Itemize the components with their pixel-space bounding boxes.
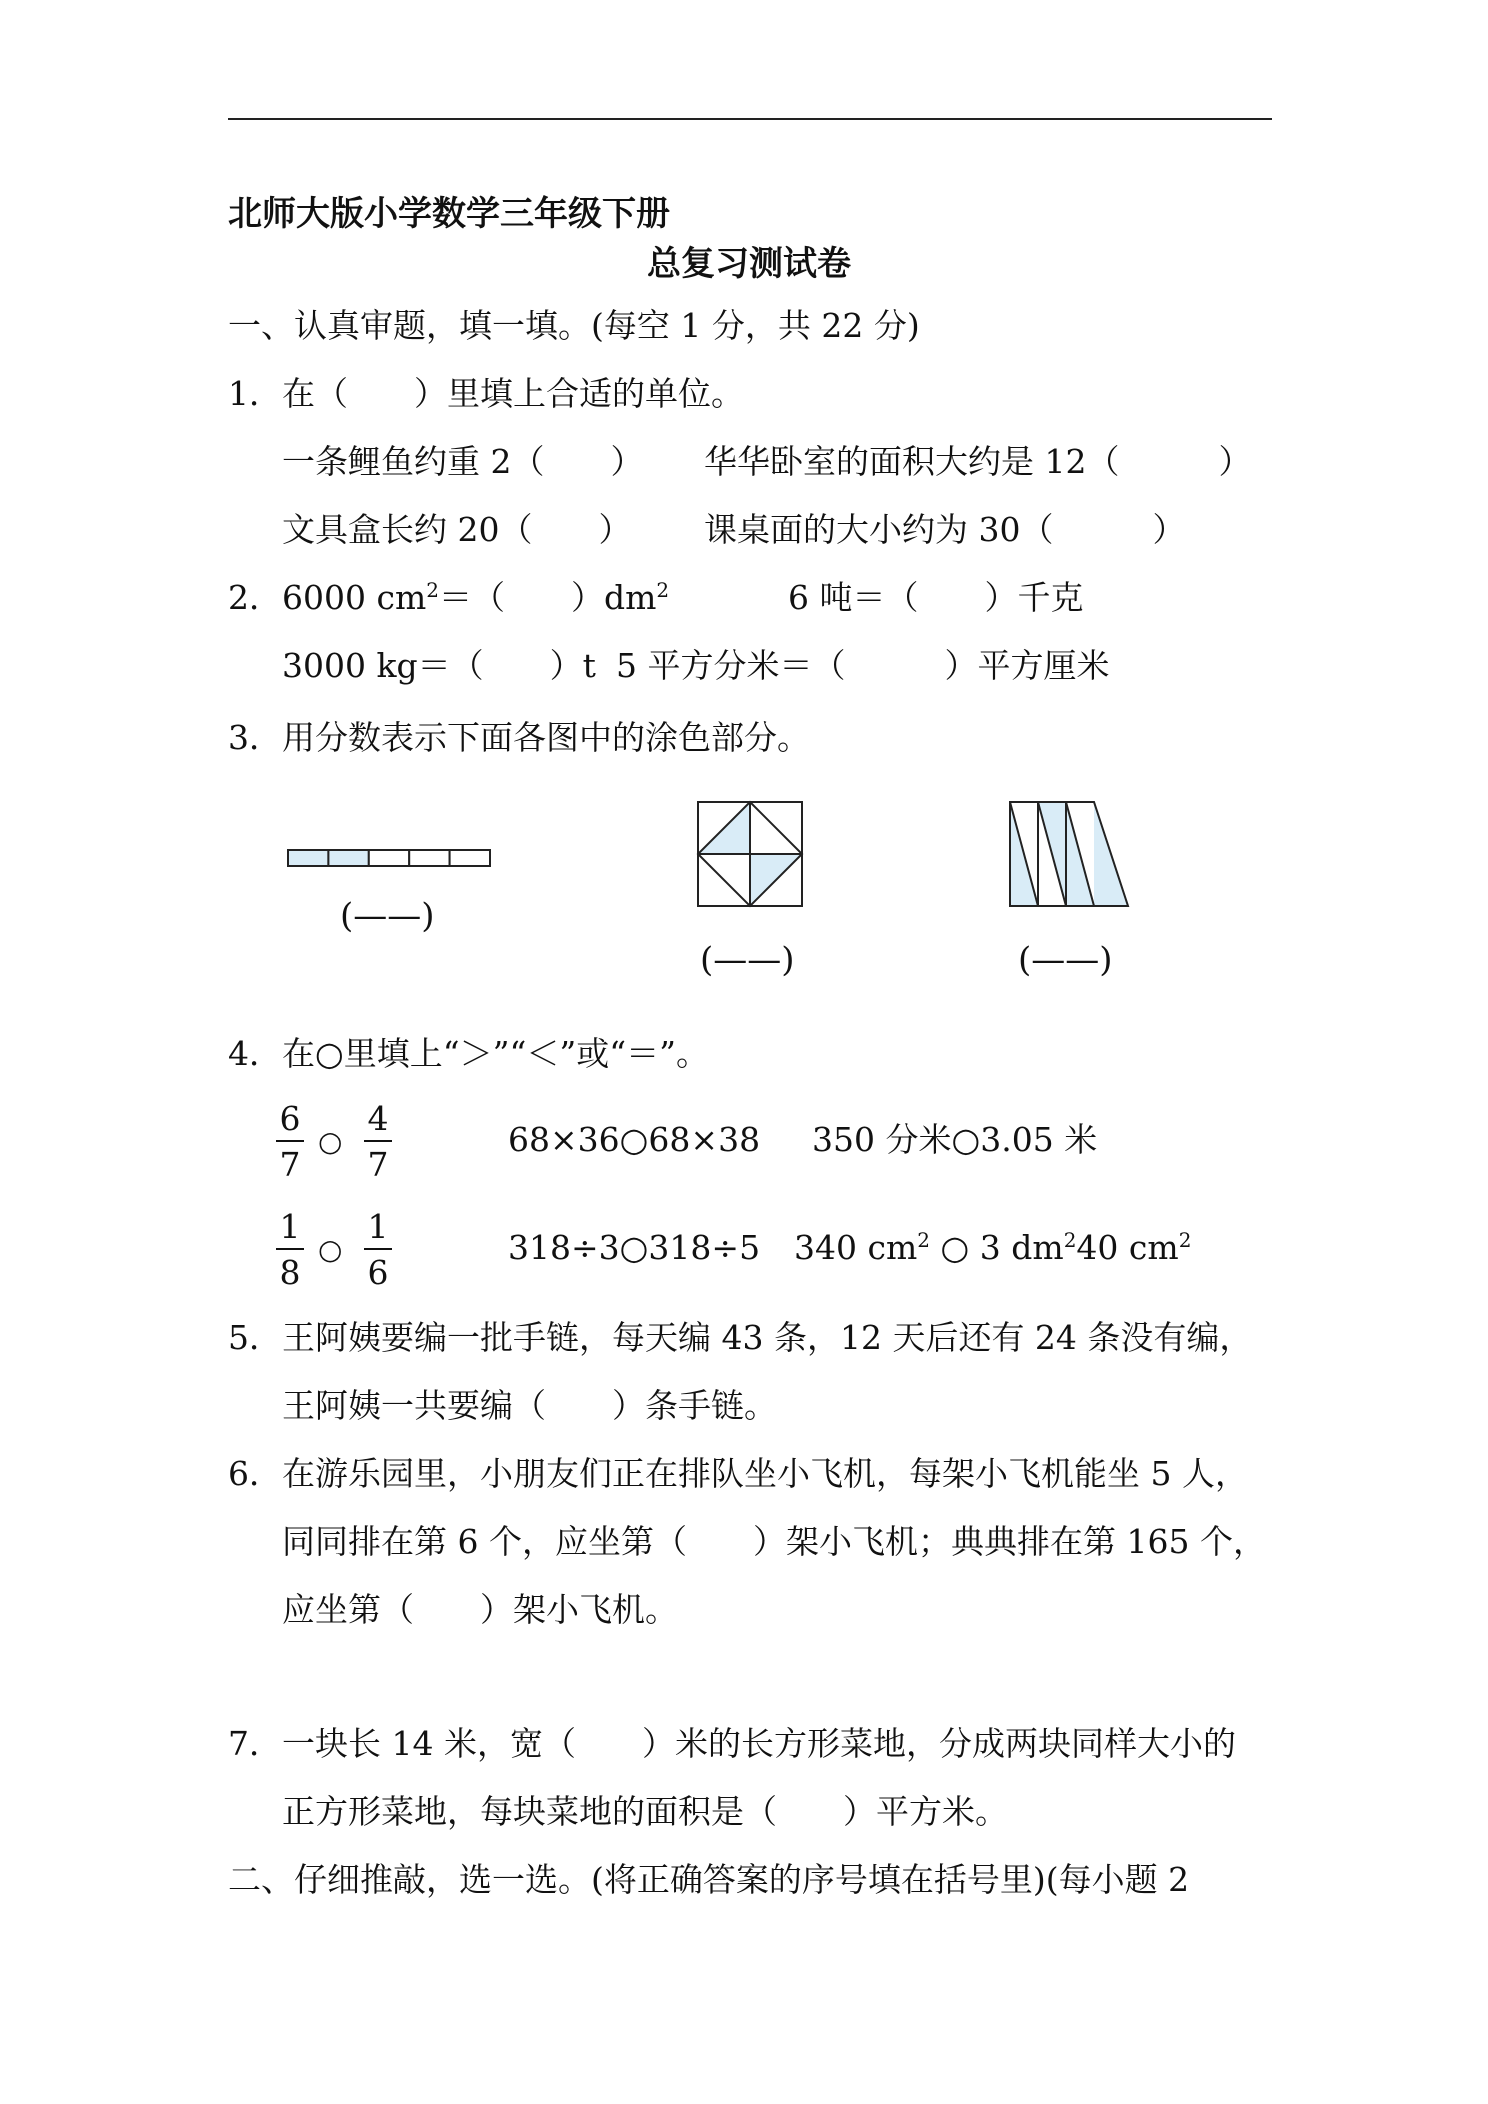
q4-r2-compare-circle[interactable]: ○: [318, 1233, 343, 1266]
q6-line1: 6．在游乐园里，小朋友们正在排队坐小飞机，每架小飞机能坐 5 人，: [228, 1454, 1248, 1493]
q4-r1-fraction-left: 6 7: [276, 1100, 304, 1184]
q2-item-a: 2．6000 $cm^2=$（ ）$dm^2$: [228, 578, 670, 617]
section1-heading: 一、认真审题，填一填。(每空 1 分，共 22 分): [228, 306, 920, 345]
q2-item-b: 6 吨＝（ ）千克: [788, 578, 1084, 617]
figure-trapezoid: [1008, 800, 1132, 908]
figure-square-diamond: [696, 800, 804, 908]
q2-item-c: 3000 kg＝（ ）t: [282, 646, 596, 685]
q4-r2-item-c: 340 $cm^2$ ○ 3 $dm^240$ $cm^2$: [794, 1228, 1192, 1267]
strip-cell: [450, 850, 490, 866]
section2-heading: 二、仔细推敲，选一选。(将正确答案的序号填在括号里)(每小题 2: [228, 1860, 1190, 1899]
header-rule: [228, 118, 1272, 120]
strip-cell-shaded: [328, 850, 368, 866]
q1-item-c: 文具盒长约 20（ ）: [282, 510, 632, 549]
q5-line2: 王阿姨一共要编（ ）条手链。: [282, 1386, 777, 1425]
q4-stem: 4．在○里填上“＞”“＜”或“＝”。: [228, 1034, 710, 1073]
figure-strip: [286, 848, 492, 868]
q4-r1-item-c: 350 分米○3.05 米: [812, 1120, 1098, 1159]
q4-r1-item-b: 68×36○68×38: [508, 1120, 761, 1159]
title-series: 北师大版小学数学三年级下册: [228, 194, 670, 234]
q1-item-a: 一条鲤鱼约重 2（ ）: [282, 442, 644, 481]
q6-line2: 同同排在第 6 个，应坐第（ ）架小飞机；典典排在第 165 个，: [282, 1522, 1266, 1561]
q4-r1-compare-circle[interactable]: ○: [318, 1125, 343, 1158]
strip-cell: [409, 850, 449, 866]
q5-line1: 5．王阿姨要编一批手链，每天编 43 条，12 天后还有 24 条没有编，: [228, 1318, 1253, 1357]
strip-cell-shaded: [288, 850, 328, 866]
q3-stem: 3．用分数表示下面各图中的涂色部分。: [228, 718, 810, 757]
q4-r1-fraction-right: 4 7: [364, 1100, 392, 1184]
q2-item-d: 5 平方分米＝（ ）平方厘米: [616, 646, 1110, 685]
q1-item-b: 华华卧室的面积大约是 12（ ）: [704, 442, 1252, 481]
q7-line2: 正方形菜地，每块菜地的面积是（ ）平方米。: [282, 1792, 1008, 1831]
q6-line3: 应坐第（ ）架小飞机。: [282, 1590, 678, 1629]
q3-blank-2[interactable]: (——): [700, 940, 795, 980]
q1-item-d: 课桌面的大小约为 30（ ）: [704, 510, 1186, 549]
q4-r2-item-b: 318÷3○318÷5: [508, 1228, 761, 1267]
q4-r2-fraction-right: 1 6: [364, 1208, 392, 1292]
q1-stem: 1．在（ ）里填上合适的单位。: [228, 374, 744, 413]
q3-blank-3[interactable]: (——): [1018, 940, 1113, 980]
q4-r2-fraction-left: 1 8: [276, 1208, 304, 1292]
title-test: 总复习测试卷: [647, 244, 851, 284]
strip-cell: [369, 850, 409, 866]
q7-line1: 7．一块长 14 米，宽（ ）米的长方形菜地，分成两块同样大小的: [228, 1724, 1236, 1763]
q3-blank-1[interactable]: (——): [340, 896, 435, 936]
